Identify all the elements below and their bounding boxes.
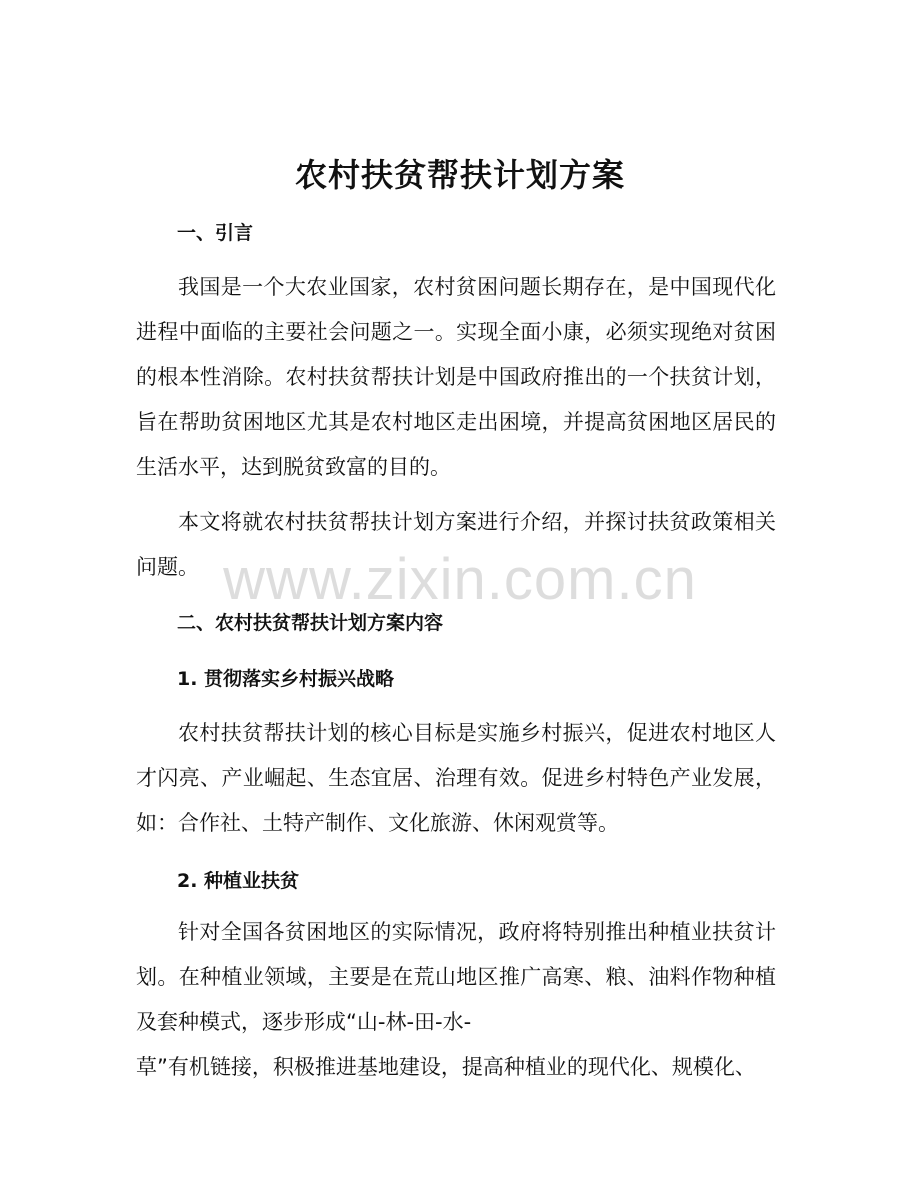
section-heading-intro: 一、引言 [177, 222, 254, 244]
subsection-heading-2: 2. 种植业扶贫 [177, 870, 300, 892]
section-heading-content: 二、农村扶贫帮扶计划方案内容 [177, 612, 444, 634]
intro-paragraph-2: 本文将就农村扶贫帮扶计划方案进行介绍，并探讨扶贫政策相关问题。 [136, 510, 776, 579]
watermark: www.zixin.com.cn [223, 547, 697, 612]
subsection-paragraph-1: 农村扶贫帮扶计划的核心目标是实施乡村振兴，促进农村地区人才闪亮、产业崛起、生态宜居、治理有效。促进乡村特色产业发展，如：合作社、土特产制作、文化旅游、休闲观赏等。 [136, 721, 776, 835]
subsection-paragraph-2: 针对全国各贫困地区的实际情况，政府将特别推出种植业扶贫计划。在种植业领域，主要是在荒山地区推广高寒、粮、油料作物种植及套种模式，逐步形成“山-林-田-水- [136, 920, 776, 1034]
intro-paragraph-1: 我国是一个大农业国家，农村贫困问题长期存在，是中国现代化进程中面临的主要社会问题之一。实现全面小康，必须实现绝对贫困的根本性消除。农村扶贫帮扶计划是中国政府推出的一个扶贫计划，旨在帮助贫困地区尤其是农村地区走出困境，并提高贫困地区居民的生活水平，达到脱贫致富的目的。 [136, 275, 776, 479]
subsection-paragraph-2-continued: 草”有机链接，积极推进基地建设，提高种植业的现代化、规模化、 [136, 1055, 756, 1079]
document-title: 农村扶贫帮扶计划方案 [294, 156, 625, 194]
subsection-heading-1: 1. 贯彻落实乡村振兴战略 [177, 668, 395, 690]
